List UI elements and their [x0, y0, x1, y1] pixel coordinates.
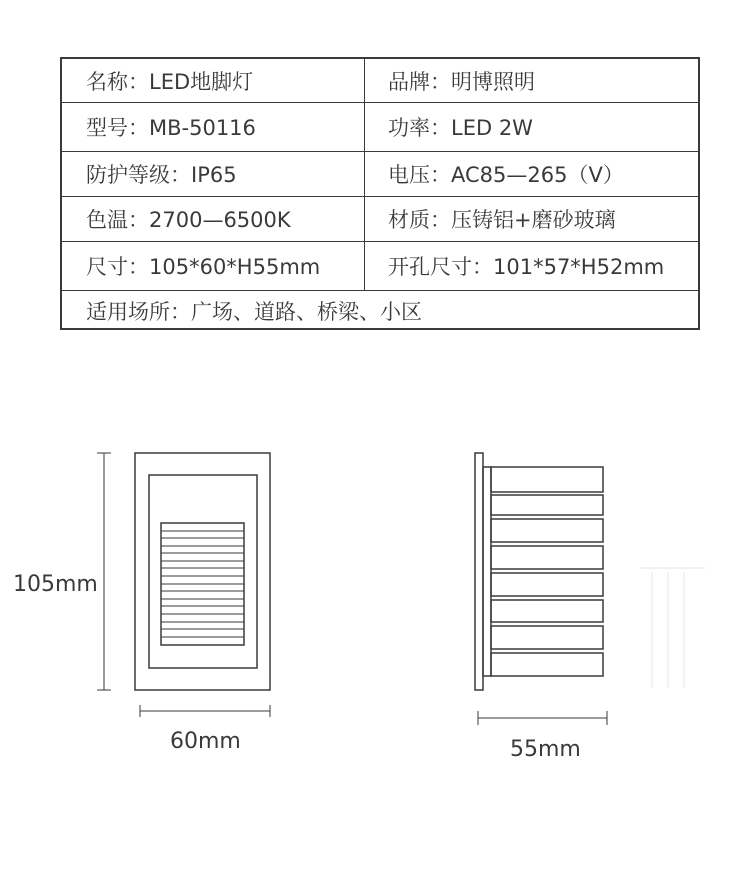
side-fins — [491, 467, 603, 676]
spec-voltage: 电压：AC85—265（V） — [388, 163, 624, 187]
spec-application: 适用场所：广场、道路、桥梁、小区 — [86, 299, 422, 324]
height-label: 105mm — [13, 572, 98, 597]
spec-material: 材质：压铸铝+磨砂玻璃 — [388, 208, 616, 232]
width-dimension — [140, 705, 270, 717]
depth-label: 55mm — [510, 737, 581, 762]
faint-background-mark — [640, 568, 705, 688]
front-outer-frame — [135, 453, 270, 690]
depth-dimension — [478, 711, 607, 725]
width-label: 60mm — [170, 729, 241, 754]
spec-color-temp: 色温：2700—6500K — [86, 208, 291, 232]
front-grille-slats — [161, 531, 244, 637]
spec-brand: 品牌：明博照明 — [388, 69, 535, 94]
spec-cutout-size: 开孔尺寸：101*57*H52mm — [388, 255, 665, 279]
front-view — [135, 453, 270, 690]
side-flange — [475, 453, 483, 690]
spec-ip-rating: 防护等级：IP65 — [86, 163, 237, 187]
height-dimension — [97, 453, 111, 690]
front-inner-frame — [149, 475, 257, 668]
side-gasket — [483, 467, 491, 676]
side-view — [475, 453, 603, 690]
spec-size: 尺寸：105*60*H55mm — [86, 255, 321, 279]
spec-power: 功率：LED 2W — [388, 116, 533, 140]
spec-name: 名称：LED地脚灯 — [86, 69, 254, 94]
spec-model: 型号：MB-50116 — [86, 116, 256, 140]
